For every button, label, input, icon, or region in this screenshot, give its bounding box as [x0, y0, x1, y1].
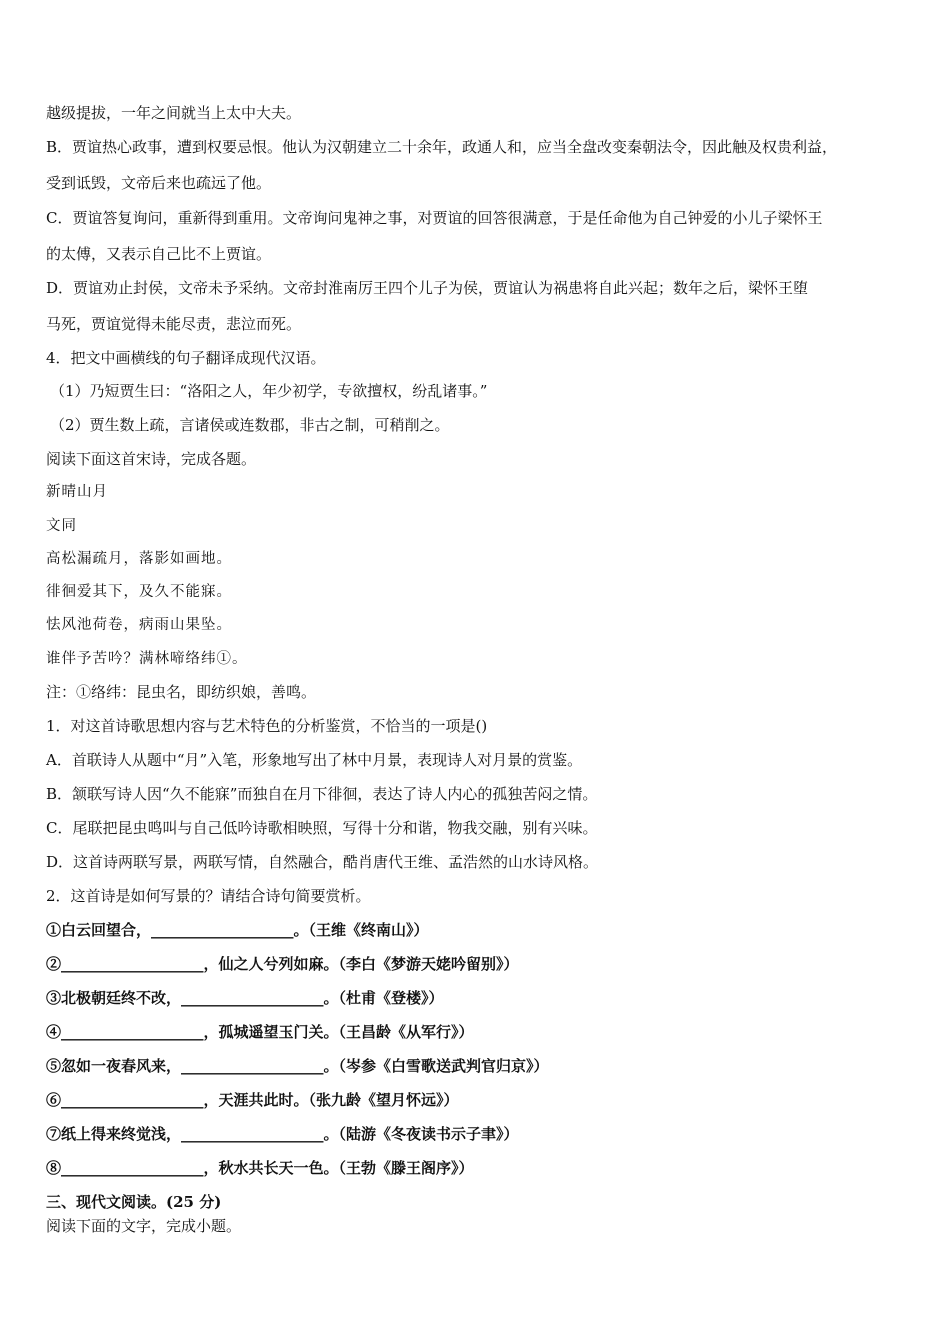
poem-line: 高松漏疏月，落影如画地。 — [46, 551, 232, 567]
section-3-intro: 阅读下面的文字，完成小题。 — [46, 1217, 242, 1235]
section-3-heading: 三、现代文阅读。(25 分) — [46, 1193, 222, 1211]
option-d-line-1: D．贾谊劝止封侯，文帝未予采纳。文帝封淮南厉王四个儿子为侯，贾谊认为祸患将自此兴起；数年之后，梁怀王堕 — [46, 279, 809, 297]
poem-intro: 阅读下面这首宋诗，完成各题。 — [46, 450, 257, 468]
poem-question-1-option-c: C．尾联把昆虫鸣叫与自己低吟诗歌相映照，写得十分和谐，物我交融，别有兴味。 — [46, 819, 598, 837]
option-d-line-2: 马死，贾谊觉得未能尽责，悲泣而死。 — [46, 315, 302, 333]
poem-title: 新晴山月 — [46, 484, 108, 500]
fill-blank-item: ②___________________，仙之人兮列如麻。（李白《梦游天姥吟留别》） — [46, 955, 519, 973]
poem-note: 注：①络纬：昆虫名，即纺织娘，善鸣。 — [46, 683, 317, 701]
question-4-stem: 4．把文中画横线的句子翻译成现代汉语。 — [46, 349, 326, 367]
fill-blank-item: ①白云回望合，___________________。（王维《终南山》） — [46, 921, 429, 939]
fill-blank-item: ④___________________，孤城遥望玉门关。（王昌龄《从军行》） — [46, 1023, 474, 1041]
poem-author: 文同 — [46, 518, 77, 534]
poem-question-2-stem: 2．这首诗是如何写景的？请结合诗句简要赏析。 — [46, 887, 371, 905]
poem-line: 谁伴予苦吟？满林啼络纬①。 — [46, 651, 248, 667]
passage-line: 越级提拔，一年之间就当上太中大夫。 — [46, 104, 302, 122]
option-b-line-1: B．贾谊热心政事，遭到权要忌恨。他认为汉朝建立二十余年，政通人和，应当全盘改变秦朝法令，因此触及权贵利益， — [46, 138, 838, 156]
fill-blank-item: ③北极朝廷终不改，___________________。（杜甫《登楼》） — [46, 989, 444, 1007]
poem-question-1-stem: 1．对这首诗歌思想内容与艺术特色的分析鉴赏，不恰当的一项是() — [46, 717, 488, 735]
question-4-item-2: （2）贾生数上疏，言诸侯或连数郡，非古之制，可稍削之。 — [50, 416, 450, 434]
option-c-line-2: 的太傅，又表示自己比不上贾谊。 — [46, 245, 272, 263]
poem-question-1-option-d: D．这首诗两联写景，两联写情，自然融合，酷肖唐代王维、孟浩然的山水诗风格。 — [46, 853, 599, 871]
poem-line: 徘徊爱其下，及久不能寐。 — [46, 584, 232, 600]
option-c-line-1: C．贾谊答复询问，重新得到重用。文帝询问鬼神之事，对贾谊的回答很满意，于是任命他为自己钟爱的小儿子梁怀王 — [46, 209, 823, 227]
poem-question-1-option-a: A．首联诗人从题中“月”入笔，形象地写出了林中月景，表现诗人对月景的赏鉴。 — [46, 751, 583, 769]
poem-line: 怯风池荷卷，病雨山果坠。 — [46, 617, 232, 633]
option-b-line-2: 受到诋毁，文帝后来也疏远了他。 — [46, 174, 272, 192]
fill-blank-item: ⑦纸上得来终觉浅，___________________。（陆游《冬夜读书示子聿》） — [46, 1125, 519, 1143]
fill-blank-item: ⑧___________________，秋水共长天一色。（王勃《滕王阁序》） — [46, 1159, 474, 1177]
fill-blank-item: ⑤忽如一夜春风来，___________________。（岑参《白雪歌送武判官归京》） — [46, 1057, 549, 1075]
poem-question-1-option-b: B．颔联写诗人因“久不能寐”而独自在月下徘徊，表达了诗人内心的孤独苦闷之情。 — [46, 785, 598, 803]
fill-blank-item: ⑥___________________，天涯共此时。（张九龄《望月怀远》） — [46, 1091, 459, 1109]
question-4-item-1: （1）乃短贾生曰：“洛阳之人，年少初学，专欲擅权，纷乱诸事。” — [50, 382, 488, 400]
